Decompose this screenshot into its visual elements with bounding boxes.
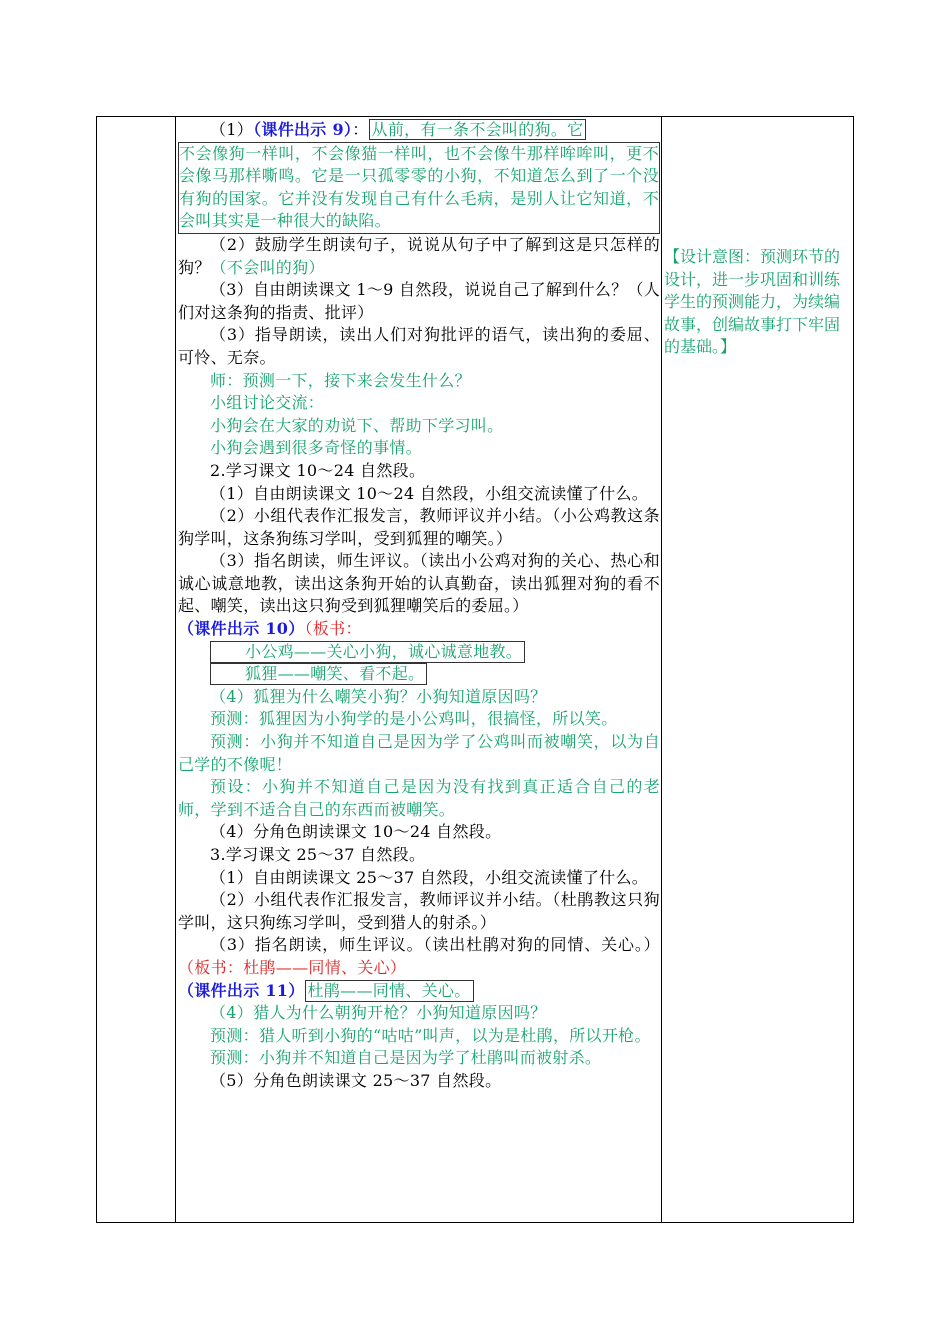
section3-courseware-line [178, 980, 660, 1003]
section2-prediction-3: 预设：小狗并不知道自己是因为没有找到真正适合自己的老师，学到不适合自己的东西而被嘲笑。 [178, 777, 660, 819]
board-rooster: 小公鸡——关心小狗，诚心诚意地教。 [210, 641, 525, 663]
design-intent: 【设计意图：预测环节的设计，进一步巩固和训练学生的预测能力，为续编故事，创编故事打下牢固的基础。】 [664, 247, 841, 357]
section2-step2: （2）小组代表作汇报发言，教师评议并小结。（小公鸡教这条狗学叫，这条狗练习学叫，受到狐狸的嘲笑。） [178, 506, 660, 548]
group-discussion: 小组讨论交流： [210, 393, 325, 413]
item1-line [178, 119, 660, 142]
courseware-11: （课件出示 11） [178, 980, 305, 1000]
section3-step3 [178, 934, 660, 979]
section2-step1: （1）自由朗读课文 10～24 自然段，小组交流读懂了什么。 [210, 483, 649, 503]
section2-prediction-1: 预测：狐狸因为小狗学的是小公鸡叫，很搞怪，所以笑。 [210, 709, 618, 729]
item3a: （3）自由朗读课文 1～9 自然段，说说自己了解到什么？（人们对这条狗的指责、批评） [178, 280, 660, 322]
courseware-10: （课件出示 10） [178, 619, 305, 639]
board-cuckoo: 杜鹃——同情、关心。 [305, 980, 474, 1002]
design-column [662, 117, 853, 1222]
item2-text: （2）鼓励学生朗读句子，说说从句子中了解到这是只怎样的狗？ [178, 234, 660, 277]
item1-colon: ： [352, 120, 369, 139]
board-label: （板书： [304, 619, 362, 639]
prediction-2: 小狗会遇到很多奇怪的事情。 [210, 438, 422, 458]
section3-board: （板书：杜鹃——同情、关心） [178, 957, 407, 977]
section2-step3: （3）指名朗读，师生评议。（读出小公鸡对狗的关心、热心和诚心诚意地教，读出这条狗开始的认真勤奋，读出狐狸对狗的看不起、嘲笑，读出这只狗受到狐狸嘲笑后的委屈。） [178, 551, 660, 616]
section2-courseware-line [178, 618, 660, 641]
board-line-1 [178, 641, 660, 664]
courseware-9: （课件出示 9） [253, 120, 353, 139]
section2-step5: （4）分角色朗读课文 10～24 自然段。 [210, 822, 502, 842]
main-column [176, 117, 662, 1222]
left-column [97, 117, 176, 1222]
item1-label: （1） [210, 120, 254, 139]
lesson-table [96, 116, 854, 1223]
section3-title: 3.学习课文 25～37 自然段。 [210, 845, 426, 864]
section3-step2: （2）小组代表作汇报发言，教师评议并小结。（杜鹃教这只狗学叫，这只狗练习学叫，受到猎人的射杀。） [178, 890, 660, 932]
item3b: （3）指导朗读，读出人们对狗批评的语气，读出狗的委屈、可怜、无奈。 [178, 325, 660, 367]
board-line-2 [178, 663, 660, 686]
item2-answer: （不会叫的狗） [210, 257, 325, 277]
item2 [178, 234, 660, 279]
section2-title: 2.学习课文 10～24 自然段。 [210, 460, 426, 480]
section2-prediction-2: 预测：小狗并不知道自己是因为学了公鸡叫而被嘲笑，以为自己学的不像呢！ [178, 732, 660, 774]
teacher-question: 师：预测一下，接下来会发生什么？ [210, 370, 471, 390]
quote-box [178, 142, 660, 234]
section3-step5: （5）分角色朗读课文 25～37 自然段。 [210, 1070, 502, 1090]
section3-step4: （4）猎人为什么朝狗开枪？小狗知道原因吗？ [210, 1003, 547, 1023]
lesson-body [178, 119, 660, 1093]
section3-step3-text: （3）指名朗读，师生评议。（读出杜鹃对狗的同情、关心。） [210, 935, 660, 955]
prediction-1: 小狗会在大家的劝说下、帮助下学习叫。 [210, 415, 504, 435]
section3-prediction-2: 预测：小狗并不知道自己是因为学了杜鹃叫而被射杀。 [210, 1048, 602, 1068]
section2-step4: （4）狐狸为什么嘲笑小狗？小狗知道原因吗？ [210, 686, 547, 706]
section3-prediction-1: 预测：猎人听到小狗的“咕咕”叫声，以为是杜鹃，所以开枪。 [210, 1025, 651, 1045]
board-fox: 狐狸——嘲笑、看不起。 [210, 663, 427, 685]
section3-step1: （1）自由朗读课文 25～37 自然段，小组交流读懂了什么。 [210, 867, 649, 887]
quote-rest: 不会像狗一样叫，不会像猫一样叫，也不会像牛那样哞哞叫，更不会像马那样嘶鸣。它是一只孤零零的小狗，不知道怎么到了一个没有狗的国家。它并没有发现自己有什么毛病，是别人让它知道，不会叫其实是一种很大的缺陷。 [179, 143, 659, 231]
quote-first-line: 从前，有一条不会叫的狗。它 [369, 119, 587, 140]
